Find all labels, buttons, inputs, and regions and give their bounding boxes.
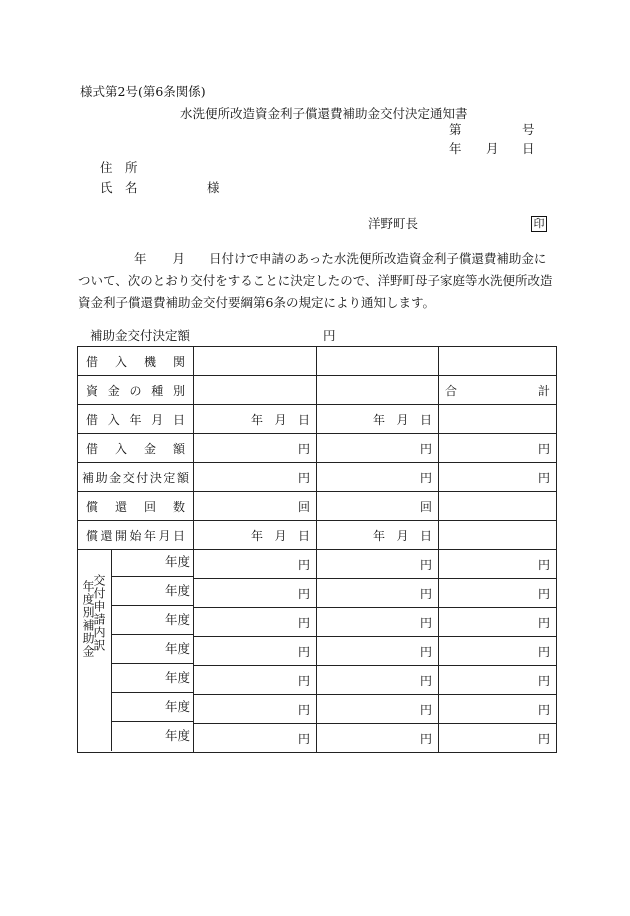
yen-cell: 円 [194,666,317,695]
label-borrow-date: 借入年月日 [78,405,194,434]
divider [111,576,193,577]
cell-blank [317,376,439,405]
row-fund-type [78,376,557,405]
label-repay-start: 償還開始年月日 [78,521,194,550]
cell-blank [194,376,317,405]
doc-number-prefix: 第 [449,122,462,137]
divider [111,663,193,664]
decision-amount-unit: 円 [323,328,336,343]
seal-mark: 印 [531,216,547,232]
nendo-label: 年度 [165,728,191,743]
row-lender [78,347,557,376]
cell-blank [439,492,557,521]
body-month: 月 [172,251,186,266]
yen-cell: 円 [194,637,317,666]
divider [111,692,193,693]
nendo-label: 年度 [165,670,191,685]
nendo-label: 年度 [165,612,191,627]
yen-cell: 円 [317,637,439,666]
yen-cell: 円 [439,550,557,579]
times-cell: 回 [317,492,439,521]
yen-cell: 円 [194,579,317,608]
yen-cell: 円 [194,608,317,637]
total-right: 計 [537,383,550,398]
date-cell: 年 月 日 [317,405,439,434]
yen-cell: 円 [317,579,439,608]
document-title: 水洗便所改造資金利子償還費補助金交付決定通知書 [180,106,468,121]
doc-date-month: 月 [486,141,499,156]
cell-blank [194,347,317,376]
group-outer-label: 年度別補助金 [81,580,95,658]
yen-cell: 円 [439,434,557,463]
yen-cell: 円 [439,724,557,753]
cell-blank [439,521,557,550]
divider [111,605,193,606]
decision-amount-label: 補助金交付決定額 [90,328,191,343]
name-label: 氏 名 [100,180,138,195]
cell-blank [439,347,557,376]
row-repay-count [78,492,557,521]
yen-cell: 円 [317,724,439,753]
body-year: 年 [134,251,147,266]
yen-cell: 円 [317,695,439,724]
row-grant-amount [78,463,557,492]
label-grant-amount: 補助金交付決定額 [78,463,194,492]
row-borrow-amount [78,434,557,463]
yen-cell: 円 [317,666,439,695]
yen-cell: 円 [439,608,557,637]
issuer-title: 洋野町長 [368,216,419,231]
yen-cell: 円 [439,637,557,666]
row-borrow-date [78,405,557,434]
yen-cell: 円 [317,550,439,579]
nendo-label: 年度 [165,699,191,714]
group-inner-label: 交付申請内訳 [92,574,106,652]
nendo-label: 年度 [165,641,191,656]
honorific: 様 [207,180,220,195]
nendo-label: 年度 [165,583,191,598]
date-cell: 年 月 日 [317,521,439,550]
body-text: 日付けで申請のあった水洗便所改造資金利子償還費補助金について、次のとおり交付をすることに決定したので、洋野町母子家庭等水洗便所改造資金利子償還費補助金交付要綱第6条の規定により通知します。 [78,251,553,310]
nendo-label: 年度 [165,554,191,569]
cell-blank [317,347,439,376]
doc-date-day: 日 [522,141,535,156]
label-repay-count: 償還回数 [78,492,194,521]
doc-number-suffix: 号 [522,122,535,137]
label-fund-type: 資金の種別 [78,376,194,405]
yen-cell: 円 [439,695,557,724]
address-label: 住 所 [100,160,138,175]
yen-cell: 円 [317,434,439,463]
yen-cell: 円 [317,463,439,492]
times-cell: 回 [194,492,317,521]
label-lender: 借入機関 [78,347,194,376]
yen-cell: 円 [317,608,439,637]
yen-cell: 円 [194,695,317,724]
date-cell: 年 月 日 [194,521,317,550]
yen-cell: 円 [439,579,557,608]
yen-cell: 円 [439,666,557,695]
divider [111,721,193,722]
doc-date-year: 年 [449,141,462,156]
yen-cell: 円 [194,724,317,753]
label-borrow-amount: 借入金額 [78,434,194,463]
yen-cell: 円 [439,463,557,492]
notice-body [78,248,558,314]
row-year-1 [78,550,557,579]
date-cell: 年 月 日 [194,405,317,434]
form-number: 様式第2号(第6条関係) [80,84,206,99]
total-left: 合 [445,383,458,398]
divider [111,634,193,635]
yen-cell: 円 [194,463,317,492]
cell-blank [439,405,557,434]
row-repay-start [78,521,557,550]
yen-cell: 円 [194,434,317,463]
yen-cell: 円 [194,550,317,579]
total-cell [439,376,557,405]
